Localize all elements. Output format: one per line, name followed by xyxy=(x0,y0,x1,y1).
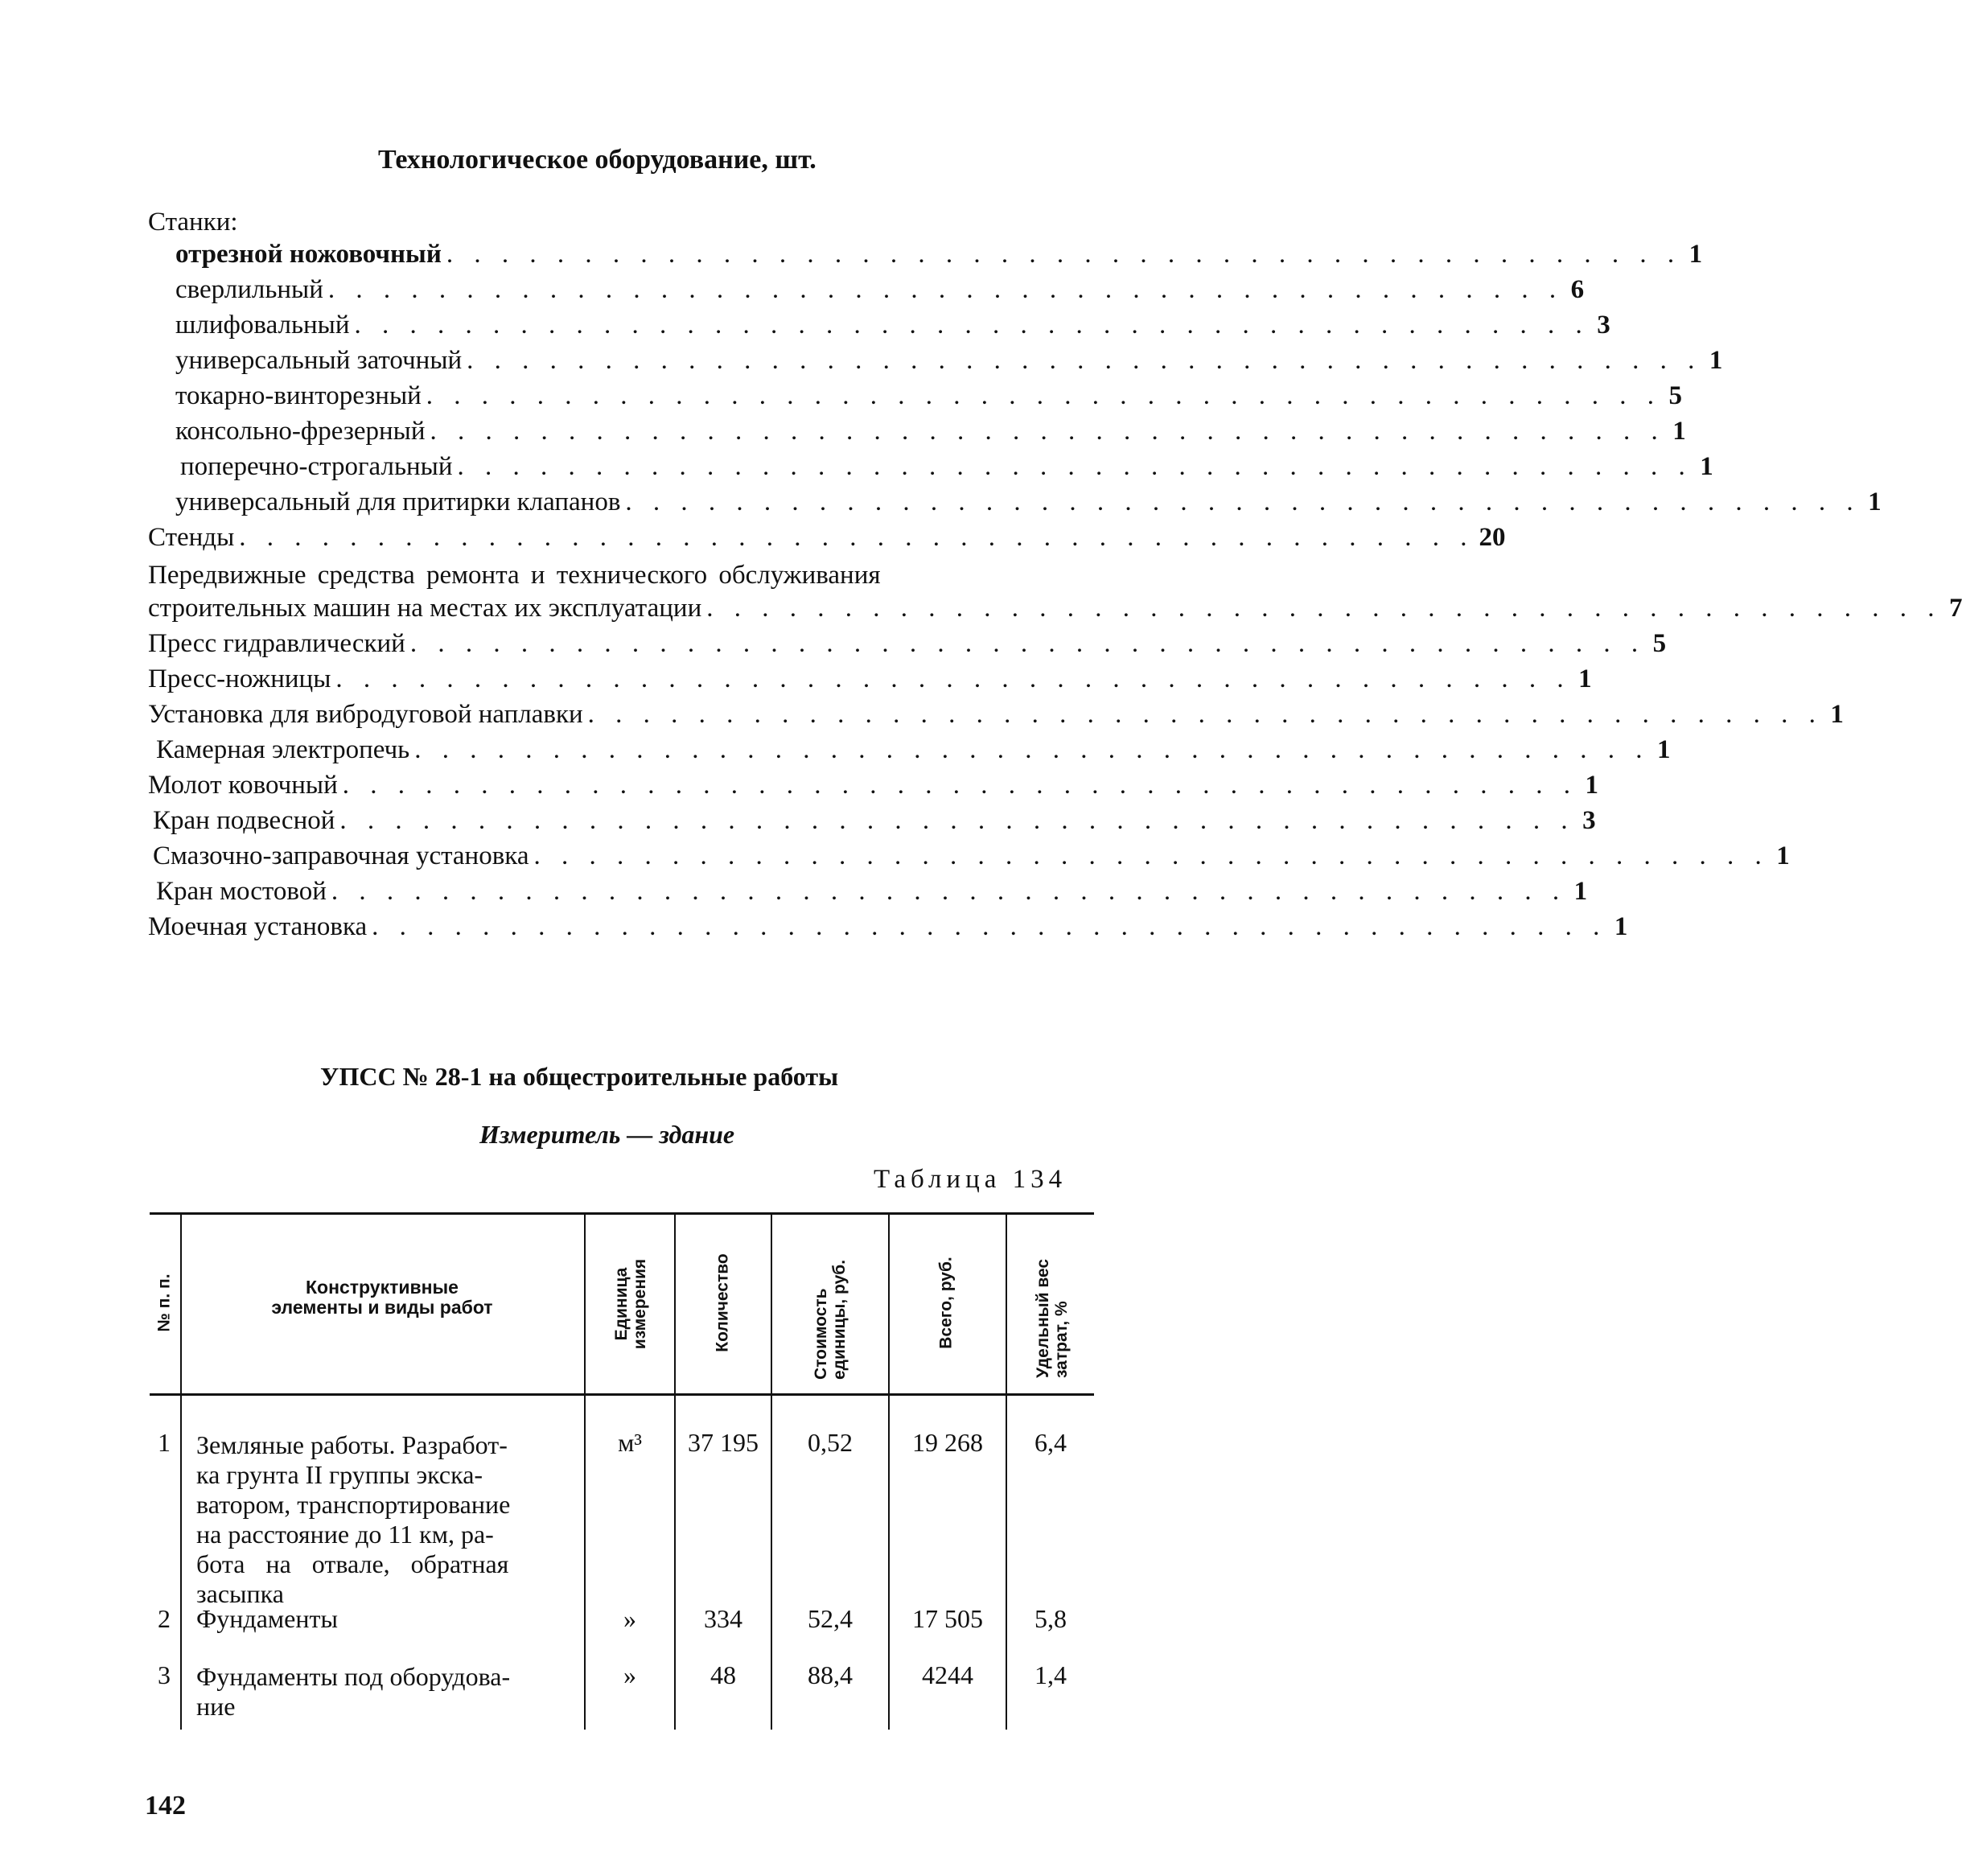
cell-share: 5,8 xyxy=(1034,1604,1067,1633)
cell-share: 1,4 xyxy=(1034,1660,1067,1689)
cell-total: 17 505 xyxy=(912,1604,983,1633)
item-label: консольно-фрезерный xyxy=(175,417,426,446)
item-label: сверлильный xyxy=(175,275,323,304)
list-item xyxy=(175,488,1882,523)
cell-num: 1 xyxy=(158,1428,171,1457)
leader-dots: . . . . . . . . . . . . . . . . . . . . . . . . . . . . . . . . . . . . . . . . . . . . . xyxy=(372,912,1607,941)
desc-line: ка грунта II группы экска- xyxy=(196,1460,483,1489)
item-label: отрезной ножовочный xyxy=(175,240,442,269)
leader-dots: . . . . . . . . . . . . . . . . . . . . . . . . . . . . . . . . . . . . . . . . . . . . . xyxy=(457,452,1693,481)
item-value: 1 xyxy=(1573,877,1588,906)
section2-title: УПСС № 28-1 на общестроительные работы xyxy=(320,1062,839,1091)
item-label: Камерная электропечь xyxy=(156,735,410,764)
leader-dots: . . . . . . . . . . . . . . . . . . . . . . . . . . . . . . . . . . . . . . . . . . . . . xyxy=(331,877,1567,906)
leader-dots: . . . . . . . . . . . . . . . . . . . . . . . . . . . . . . . . . . . . . . . . . . . . . xyxy=(327,275,1564,304)
cell-share: 6,4 xyxy=(1034,1428,1067,1457)
item-label: поперечно-строгальный xyxy=(180,452,453,481)
leader-dots: . . . . . . . . . . . . . . . . . . . . . . . . . . . . . . . . . . . . . . . . . . . . . xyxy=(342,771,1577,800)
item-value: 1 xyxy=(1709,346,1723,375)
item-label: шлифовальный xyxy=(175,311,350,339)
cell-desc xyxy=(196,1430,582,1609)
leader-dots: . . . . . . . . . . . . . . . . . . . . . . . . . . . . . . . . . . . . . . . . . . . . . xyxy=(354,311,1590,339)
list-item xyxy=(175,311,1610,346)
cell-unit: м³ xyxy=(618,1428,642,1457)
desc-line: на расстояние до 11 км, ра- xyxy=(196,1520,494,1549)
cell-unit-cost: 88,4 xyxy=(808,1660,853,1689)
item-label: универсальный заточный xyxy=(175,346,463,375)
cell-desc xyxy=(196,1604,582,1634)
cell-desc xyxy=(196,1662,582,1722)
list-item xyxy=(148,594,1962,629)
col-divider xyxy=(888,1215,890,1730)
group-label: Станки: xyxy=(148,208,238,237)
list-item xyxy=(148,664,1592,700)
col-divider xyxy=(1006,1215,1007,1730)
desc-line: бота на отвале, обратная xyxy=(196,1549,509,1578)
list-item xyxy=(180,452,1713,488)
header-unit-cost: Стоимость единицы, руб. xyxy=(812,1259,849,1380)
item-value: 1 xyxy=(1672,417,1686,446)
header-elements: Конструктивные элементы и виды работ xyxy=(271,1277,493,1318)
desc-line: ватором, транспортирование xyxy=(196,1490,511,1519)
cell-unit: » xyxy=(623,1604,636,1633)
table-label: Таблица 134 xyxy=(874,1165,1067,1194)
cell-total: 4244 xyxy=(922,1660,973,1689)
leader-dots: . . . . . . . . . . . . . . . . . . . . . . . . . . . . . . . . . . . . . . . . . . . . . xyxy=(587,700,1823,729)
leader-dots: . . . . . . . . . . . . . . . . . . . . . . . . . . . . . . . . . . . . . . . . . . . . . xyxy=(335,664,1571,693)
item-value: 1 xyxy=(1578,664,1592,693)
header-total: Всего, руб. xyxy=(936,1257,956,1349)
cell-qty: 37 195 xyxy=(688,1428,759,1457)
cell-num: 2 xyxy=(158,1604,171,1633)
col-divider xyxy=(771,1215,772,1730)
section2-subtitle: Измеритель — здание xyxy=(479,1120,735,1149)
item-value: 7 xyxy=(1948,594,1962,623)
leader-dots: . . . . . . . . . . . . . . . . . . . . . . . . . . . . . . . . . . . . . . . . . . . . . xyxy=(339,806,1575,835)
item-value: 3 xyxy=(1582,806,1596,835)
item-value: 1 xyxy=(1868,488,1882,516)
list-item xyxy=(153,841,1790,877)
list-item xyxy=(156,877,1588,912)
list-item xyxy=(153,806,1596,841)
col-divider xyxy=(674,1215,676,1730)
cell-qty: 48 xyxy=(710,1660,736,1689)
leader-dots: . . . . . . . . . . . . . . . . . . . . . . . . . . . . . . . . . . . . . . . . . . . . . xyxy=(533,841,1769,870)
col-divider xyxy=(180,1215,182,1730)
item-label: Молот ковочный xyxy=(148,771,338,800)
item-label: Установка для вибродуговой наплавки xyxy=(148,700,583,729)
item-label: Пресс гидравлический xyxy=(148,629,405,658)
item-value: 1 xyxy=(1656,735,1671,764)
list-item xyxy=(175,275,1585,311)
item-value: 1 xyxy=(1700,452,1713,481)
desc-line: ние xyxy=(196,1692,236,1721)
item-value: 20 xyxy=(1479,523,1506,552)
col-divider xyxy=(584,1215,586,1730)
cell-unit-cost: 0,52 xyxy=(808,1428,853,1457)
section-title: Технологическое оборудование, шт. xyxy=(378,145,816,175)
list-item xyxy=(175,417,1686,452)
header-unit: Единица измерения xyxy=(612,1258,649,1350)
table-top-rule xyxy=(150,1212,1094,1215)
header-share: Удельный вес затрат, % xyxy=(1034,1258,1071,1378)
header-qty: Количество xyxy=(713,1253,732,1352)
cell-num: 3 xyxy=(158,1660,171,1689)
item-label: Кран подвесной xyxy=(153,806,335,835)
desc-line: Фундаменты xyxy=(196,1604,338,1633)
cell-unit: » xyxy=(623,1660,636,1689)
cell-qty: 334 xyxy=(704,1604,742,1633)
item-value: 1 xyxy=(1776,841,1790,870)
item-value: 6 xyxy=(1570,275,1585,304)
list-item xyxy=(175,240,1703,275)
item-value: 1 xyxy=(1585,771,1598,800)
leader-dots: . . . . . . . . . . . . . . . . . . . . . . . . . . . . . . . . . . . . . . . . . . . . . xyxy=(239,523,1475,552)
item-label: Моечная установка xyxy=(148,912,368,941)
leader-dots: . . . . . . . . . . . . . . . . . . . . . . . . . . . . . . . . . . . . . . . . . . . . . xyxy=(430,417,1665,446)
list-item xyxy=(148,771,1598,806)
header-num: № п. п. xyxy=(154,1273,174,1332)
list-item xyxy=(148,523,1506,558)
desc-line: Фундаменты под оборудова- xyxy=(196,1662,511,1691)
table-header-rule xyxy=(150,1393,1094,1396)
cell-unit-cost: 52,4 xyxy=(808,1604,853,1633)
item-value: 1 xyxy=(1830,700,1844,729)
item-label: токарно-винторезный xyxy=(175,381,422,410)
leader-dots: . . . . . . . . . . . . . . . . . . . . . . . . . . . . . . . . . . . . . . . . . . . . . xyxy=(625,488,1861,516)
item-value: 3 xyxy=(1597,311,1610,339)
list-item xyxy=(156,735,1671,771)
item-label: Пресс-ножницы xyxy=(148,664,331,693)
item-value: 5 xyxy=(1652,629,1667,658)
leader-dots: . . . . . . . . . . . . . . . . . . . . . . . . . . . . . . . . . . . . . . . . . . . . . xyxy=(414,735,1650,764)
list-item xyxy=(175,346,1723,381)
item-value: 1 xyxy=(1614,912,1628,941)
list-item xyxy=(148,700,1844,735)
list-item xyxy=(148,629,1667,664)
desc-line: Земляные работы. Разработ- xyxy=(196,1430,508,1459)
leader-dots: . . . . . . . . . . . . . . . . . . . . . . . . . . . . . . . . . . . . . . . . . . . . . xyxy=(409,629,1646,658)
cell-total: 19 268 xyxy=(912,1428,983,1457)
item-label: универсальный для притирки клапанов xyxy=(175,488,621,516)
item-label: Смазочно-заправочная установка xyxy=(153,841,529,870)
leader-dots: . . . . . . . . . . . . . . . . . . . . . . . . . . . . . . . . . . . . . . . . . . . . . xyxy=(467,346,1702,375)
leader-dots: . . . . . . . . . . . . . . . . . . . . . . . . . . . . . . . . . . . . . . . . . . . . . xyxy=(446,240,1682,269)
mobile-means-line1: Передвижные средства ремонта и технического обслуживания xyxy=(148,561,881,590)
leader-dots: . . . . . . . . . . . . . . . . . . . . . . . . . . . . . . . . . . . . . . . . . . . . . xyxy=(706,594,1942,623)
item-label: Кран мостовой xyxy=(156,877,327,906)
leader-dots: . . . . . . . . . . . . . . . . . . . . . . . . . . . . . . . . . . . . . . . . . . . . . xyxy=(426,381,1662,410)
list-item xyxy=(175,381,1683,417)
list-item xyxy=(148,912,1628,948)
page-number: 142 xyxy=(145,1791,186,1820)
item-label: строительных машин на местах их эксплуатации xyxy=(148,594,702,623)
item-value: 5 xyxy=(1668,381,1683,410)
item-label: Стенды xyxy=(148,523,235,552)
item-value: 1 xyxy=(1688,240,1703,269)
desc-line: засыпка xyxy=(196,1579,284,1608)
